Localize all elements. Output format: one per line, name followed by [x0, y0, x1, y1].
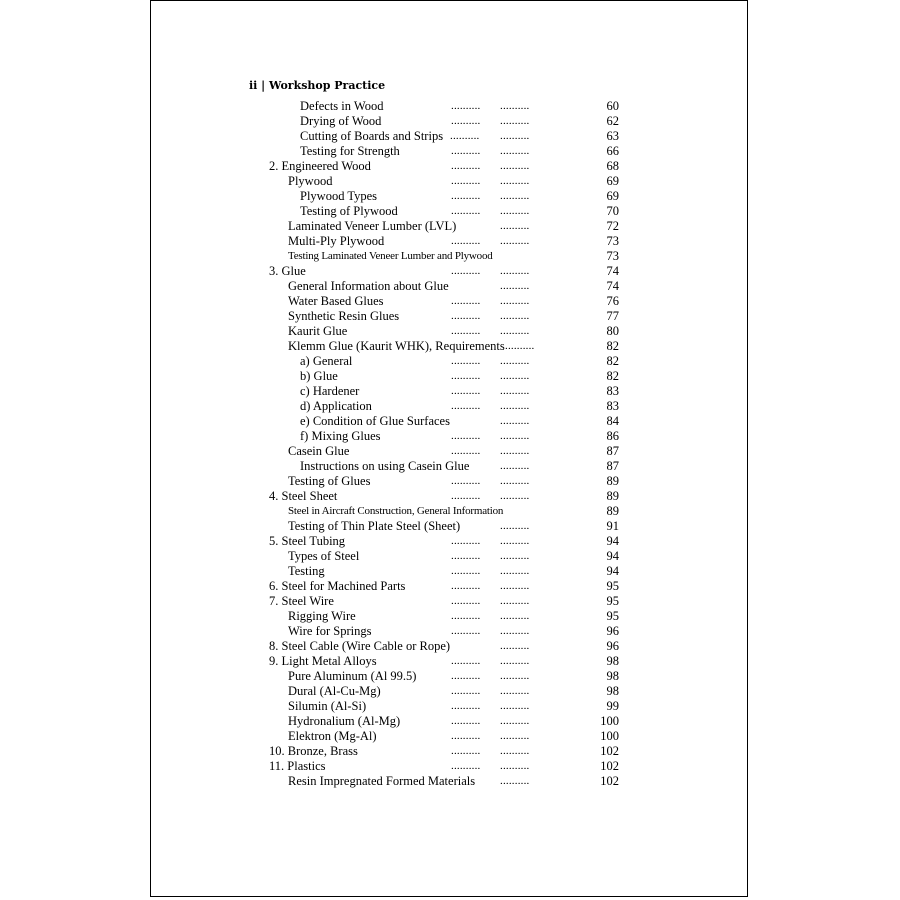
leader-dots: ..........	[451, 310, 481, 322]
toc-entry-page: 86	[606, 429, 619, 443]
toc-entry	[0, 729, 900, 744]
toc-entry-title: 4. Steel Sheet	[269, 489, 338, 503]
leader-dots: ..........	[451, 535, 481, 547]
toc-entry-page: 89	[606, 489, 619, 503]
toc-entry	[0, 654, 900, 669]
toc-entry-page: 89	[606, 504, 619, 518]
leader-dots: ..........	[500, 190, 530, 202]
toc-entry-page: 63	[606, 129, 619, 143]
toc-entry-page: 74	[606, 264, 619, 278]
leader-dots: ..........	[500, 760, 530, 772]
toc-entry	[0, 774, 900, 789]
toc-entry-title: Multi-Ply Plywood	[288, 234, 385, 248]
toc-entry-title: d) Application	[300, 399, 372, 413]
toc-entry	[0, 189, 900, 204]
leader-dots: ..........	[451, 550, 481, 562]
leader-dots: ..........	[500, 415, 530, 427]
leader-dots: ..........	[451, 400, 481, 412]
table-of-contents	[0, 99, 900, 789]
leader-dots: ..........	[500, 595, 530, 607]
toc-entry-title: Testing for Strength	[300, 144, 400, 158]
leader-dots: ..........	[500, 175, 530, 187]
toc-entry	[0, 609, 900, 624]
leader-dots: ..........	[500, 265, 530, 277]
leader-dots: ..........	[451, 445, 481, 457]
toc-entry-page: 66	[606, 144, 619, 158]
leader-dots: ..........	[500, 385, 530, 397]
leader-dots: ..........	[500, 280, 530, 292]
toc-entry	[0, 759, 900, 774]
leader-dots: ..........	[500, 355, 530, 367]
leader-dots: ..........	[451, 490, 481, 502]
toc-entry-page: 77	[606, 309, 619, 323]
toc-entry-title: Steel in Aircraft Construction, General Information	[288, 505, 504, 517]
toc-entry-page: 60	[606, 99, 619, 113]
toc-entry-title: Types of Steel	[288, 549, 360, 563]
toc-entry-page: 70	[606, 204, 619, 218]
toc-entry	[0, 714, 900, 729]
toc-entry-page: 102	[600, 774, 619, 788]
toc-entry	[0, 369, 900, 384]
toc-entry	[0, 639, 900, 654]
toc-entry-title: 11. Plastics	[269, 759, 326, 773]
toc-entry	[0, 414, 900, 429]
leader-dots: ..........	[451, 685, 481, 697]
toc-entry	[0, 534, 900, 549]
toc-entry-page: 68	[606, 159, 619, 173]
toc-entry-title: 10. Bronze, Brass	[269, 744, 358, 758]
leader-dots: ..........	[500, 490, 530, 502]
toc-entry-page: 98	[606, 684, 619, 698]
toc-entry	[0, 144, 900, 159]
toc-entry-page: 94	[606, 564, 619, 578]
leader-dots: ..........	[500, 655, 530, 667]
toc-entry	[0, 474, 900, 489]
toc-entry	[0, 249, 900, 264]
toc-entry-title: 7. Steel Wire	[269, 594, 334, 608]
toc-entry	[0, 399, 900, 414]
leader-dots: ..........	[450, 130, 480, 142]
toc-entry-title: Drying of Wood	[300, 114, 382, 128]
toc-entry	[0, 114, 900, 129]
leader-dots: ..........	[500, 115, 530, 127]
toc-entry-page: 94	[606, 534, 619, 548]
toc-entry-title: 3. Glue	[269, 264, 306, 278]
toc-entry	[0, 459, 900, 474]
toc-entry	[0, 519, 900, 534]
toc-entry	[0, 564, 900, 579]
toc-entry	[0, 339, 900, 354]
toc-entry-title: 9. Light Metal Alloys	[269, 654, 377, 668]
leader-dots: ..........	[500, 670, 530, 682]
toc-entry-page: 73	[606, 234, 619, 248]
toc-entry	[0, 504, 900, 519]
toc-entry-page: 82	[606, 339, 619, 353]
toc-entry-title: 5. Steel Tubing	[269, 534, 346, 548]
leader-dots: ..........	[500, 460, 530, 472]
leader-dots: ..........	[451, 700, 481, 712]
toc-entry	[0, 444, 900, 459]
toc-entry-page: 69	[606, 174, 619, 188]
toc-entry-title: Plywood Types	[300, 189, 378, 203]
leader-dots: ..........	[500, 685, 530, 697]
toc-entry-page: 74	[606, 279, 619, 293]
leader-dots: ..........	[451, 715, 481, 727]
toc-entry-title: 6. Steel for Machined Parts	[269, 579, 406, 593]
leader-dots: ..........	[451, 430, 481, 442]
toc-entry-title: 2. Engineered Wood	[269, 159, 371, 173]
leader-dots: ..........	[451, 265, 481, 277]
toc-entry-title: Dural (Al-Cu-Mg)	[288, 684, 381, 698]
toc-entry-page: 91	[606, 519, 619, 533]
leader-dots: ..........	[500, 730, 530, 742]
leader-dots: ..........	[500, 160, 530, 172]
toc-entry-page: 100	[600, 714, 619, 728]
leader-dots: ..........	[451, 745, 481, 757]
running-header: ii | Workshop Practice	[249, 79, 386, 92]
toc-entry-page: 83	[606, 399, 619, 413]
toc-entry-title: Cutting of Boards and Strips	[300, 129, 444, 143]
toc-entry	[0, 354, 900, 369]
toc-entry-title: Laminated Veneer Lumber (LVL)	[288, 219, 457, 233]
toc-entry-title: Wire for Springs	[288, 624, 372, 638]
leader-dots: ..........	[500, 205, 530, 217]
leader-dots: ..........	[451, 760, 481, 772]
toc-entry-title: c) Hardener	[300, 384, 360, 398]
leader-dots: ..........	[500, 310, 530, 322]
toc-entry-page: 72	[606, 219, 619, 233]
toc-entry	[0, 384, 900, 399]
toc-entry	[0, 174, 900, 189]
toc-entry-title: Resin Impregnated Formed Materials	[288, 774, 476, 788]
toc-entry	[0, 294, 900, 309]
toc-entry	[0, 264, 900, 279]
leader-dots: ..........	[500, 610, 530, 622]
leader-dots: ..........	[500, 535, 530, 547]
toc-entry-page: 62	[606, 114, 619, 128]
toc-entry-title: Kaurit Glue	[288, 324, 348, 338]
leader-dots: ..........	[451, 370, 481, 382]
toc-entry-title: Hydronalium (Al-Mg)	[288, 714, 401, 728]
leader-dots: ..........	[500, 295, 530, 307]
leader-dots: ..........	[451, 670, 481, 682]
leader-dots: ..........	[451, 175, 481, 187]
toc-entry-page: 87	[606, 459, 619, 473]
toc-entry-title: f) Mixing Glues	[300, 429, 381, 443]
toc-entry	[0, 219, 900, 234]
toc-entry-page: 84	[606, 414, 619, 428]
toc-entry-page: 89	[606, 474, 619, 488]
toc-entry-title: Klemm Glue (Kaurit WHK), Requirements	[288, 339, 505, 353]
leader-dots: ..........	[451, 565, 481, 577]
toc-entry	[0, 279, 900, 294]
toc-entry-page: 96	[606, 639, 619, 653]
toc-entry-page: 98	[606, 669, 619, 683]
toc-entry-title: Synthetic Resin Glues	[288, 309, 400, 323]
toc-entry-page: 76	[606, 294, 619, 308]
leader-dots: ..........	[500, 445, 530, 457]
leader-dots: ..........	[451, 475, 481, 487]
toc-entry-title: Testing	[288, 564, 325, 578]
toc-entry	[0, 99, 900, 114]
toc-entry	[0, 204, 900, 219]
toc-entry-title: Water Based Glues	[288, 294, 384, 308]
leader-dots: ..........	[500, 640, 530, 652]
leader-dots: ..........	[500, 370, 530, 382]
toc-entry-page: 102	[600, 759, 619, 773]
leader-dots: ..........	[451, 385, 481, 397]
toc-entry	[0, 669, 900, 684]
toc-entry-title: 8. Steel Cable (Wire Cable or Rope)	[269, 639, 451, 653]
toc-entry	[0, 744, 900, 759]
toc-entry	[0, 159, 900, 174]
toc-entry-page: 100	[600, 729, 619, 743]
toc-entry	[0, 549, 900, 564]
leader-dots: ..........	[451, 595, 481, 607]
leader-dots: ..........	[451, 610, 481, 622]
toc-entry-page: 87	[606, 444, 619, 458]
toc-entry-title: Casein Glue	[288, 444, 350, 458]
toc-entry-title: General Information about Glue	[288, 279, 449, 293]
toc-entry-title: Testing Laminated Veneer Lumber and Plywood	[288, 250, 493, 262]
leader-dots: ..........	[500, 745, 530, 757]
leader-dots: ..........	[500, 430, 530, 442]
toc-entry-title: Testing of Thin Plate Steel (Sheet)	[288, 519, 461, 533]
toc-entry-title: Testing of Plywood	[300, 204, 398, 218]
toc-entry	[0, 684, 900, 699]
toc-entry-title: Testing of Glues	[288, 474, 371, 488]
leader-dots: ..........	[451, 655, 481, 667]
leader-dots: ..........	[500, 325, 530, 337]
toc-entry-title: b) Glue	[300, 369, 338, 383]
leader-dots: ..........	[451, 190, 481, 202]
leader-dots: ..........	[451, 355, 481, 367]
toc-entry-page: 95	[606, 579, 619, 593]
leader-dots: ..........	[451, 730, 481, 742]
leader-dots: ..........	[500, 220, 530, 232]
toc-entry	[0, 699, 900, 714]
toc-entry-page: 82	[606, 369, 619, 383]
toc-entry-page: 99	[606, 699, 619, 713]
leader-dots: ..........	[500, 550, 530, 562]
leader-dots: ..........	[451, 295, 481, 307]
leader-dots: ..........	[451, 100, 481, 112]
leader-dots: ..........	[500, 400, 530, 412]
toc-entry	[0, 309, 900, 324]
toc-entry	[0, 324, 900, 339]
leader-dots: ..........	[500, 580, 530, 592]
leader-dots: ..........	[451, 160, 481, 172]
leader-dots: ..........	[500, 100, 530, 112]
leader-dots: ..........	[505, 340, 535, 352]
leader-dots: ..........	[500, 625, 530, 637]
leader-dots: ..........	[451, 205, 481, 217]
leader-dots: ..........	[451, 235, 481, 247]
leader-dots: ..........	[500, 520, 530, 532]
toc-entry	[0, 429, 900, 444]
toc-entry	[0, 234, 900, 249]
toc-entry	[0, 594, 900, 609]
toc-entry-title: Elektron (Mg-Al)	[288, 729, 377, 743]
toc-entry-page: 80	[606, 324, 619, 338]
leader-dots: ..........	[451, 325, 481, 337]
leader-dots: ..........	[500, 145, 530, 157]
leader-dots: ..........	[451, 115, 481, 127]
toc-entry-title: e) Condition of Glue Surfaces	[300, 414, 450, 428]
leader-dots: ..........	[500, 775, 530, 787]
toc-entry-page: 83	[606, 384, 619, 398]
toc-entry-title: Plywood	[288, 174, 333, 188]
leader-dots: ..........	[500, 565, 530, 577]
toc-entry-page: 69	[606, 189, 619, 203]
leader-dots: ..........	[451, 580, 481, 592]
toc-entry-page: 96	[606, 624, 619, 638]
toc-entry	[0, 489, 900, 504]
leader-dots: ..........	[500, 130, 530, 142]
leader-dots: ..........	[500, 700, 530, 712]
leader-dots: ..........	[500, 715, 530, 727]
leader-dots: ..........	[451, 145, 481, 157]
toc-entry-title: Instructions on using Casein Glue	[300, 459, 470, 473]
toc-entry-page: 98	[606, 654, 619, 668]
leader-dots: ..........	[500, 475, 530, 487]
leader-dots: ..........	[451, 625, 481, 637]
leader-dots: ..........	[500, 235, 530, 247]
toc-entry-page: 82	[606, 354, 619, 368]
toc-entry-page: 95	[606, 594, 619, 608]
toc-entry-title: Pure Aluminum (Al 99.5)	[288, 669, 417, 683]
toc-entry	[0, 579, 900, 594]
toc-entry-title: Rigging Wire	[288, 609, 356, 623]
toc-entry-title: a) General	[300, 354, 353, 368]
toc-entry	[0, 624, 900, 639]
toc-entry	[0, 129, 900, 144]
toc-entry-page: 94	[606, 549, 619, 563]
toc-entry-page: 102	[600, 744, 619, 758]
toc-entry-title: Defects in Wood	[300, 99, 384, 113]
toc-entry-page: 95	[606, 609, 619, 623]
toc-entry-page: 73	[606, 249, 619, 263]
toc-entry-title: Silumin (Al-Si)	[288, 699, 367, 713]
